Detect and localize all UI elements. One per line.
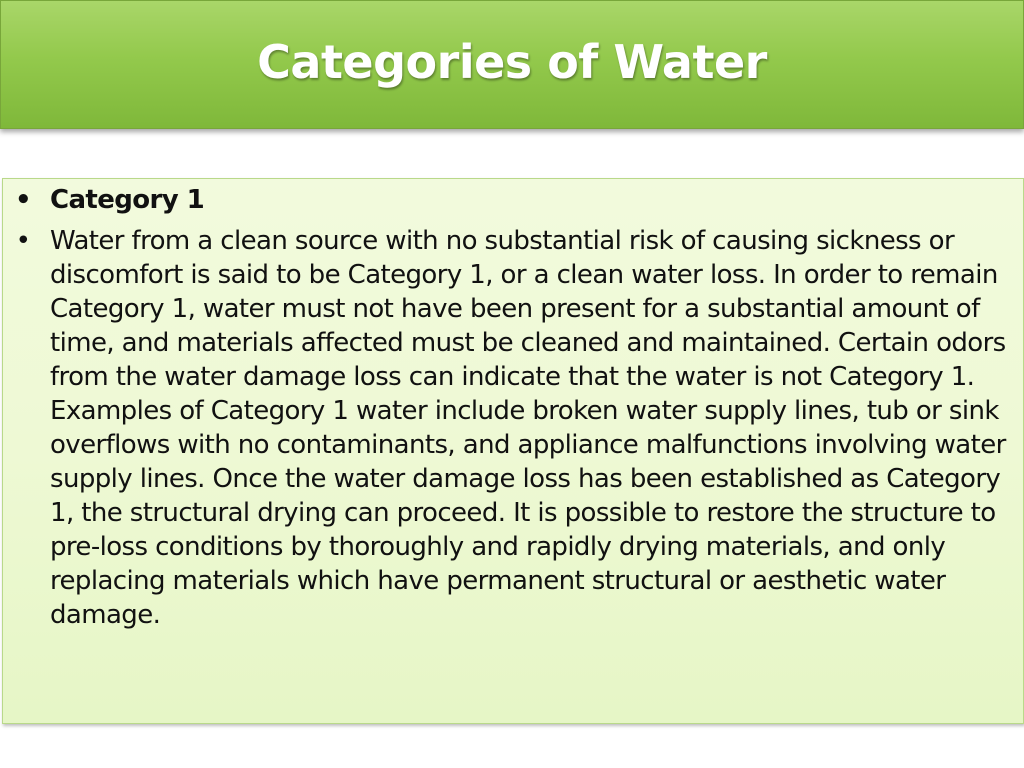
bullet-item-category-heading (3, 183, 1019, 217)
bullet-list (3, 183, 1019, 632)
category-heading-text: Category 1 (50, 185, 205, 215)
category-description-text: Water from a clean source with no substantial risk of causing sickness or discomfort is said to be Category 1, or a clean water loss. In order to remain Category 1, water must not have been present for a substantial amount of time, and materials affected must be cleaned and maintained. Certain odors from the water damage loss can indicate that the water is not Category 1. Examples of Category 1 water include broken water supply lines, tub or sink overflows with no contaminants, and appliance malfunctions involving water supply lines. Once the water damage loss has been established as Category 1, the structural drying can proceed. It is possible to restore the structure to pre-loss conditions by thoroughly and rapidly drying materials, and only replacing materials which have permanent structural or aesthetic water damage. (50, 226, 1006, 630)
slide-title: Categories of Water (257, 34, 767, 89)
bullet-item-description (3, 224, 1019, 632)
content-box (2, 178, 1024, 724)
title-bar (0, 0, 1024, 129)
bullet-marker: • (14, 185, 32, 215)
bullet-marker: • (15, 226, 31, 256)
